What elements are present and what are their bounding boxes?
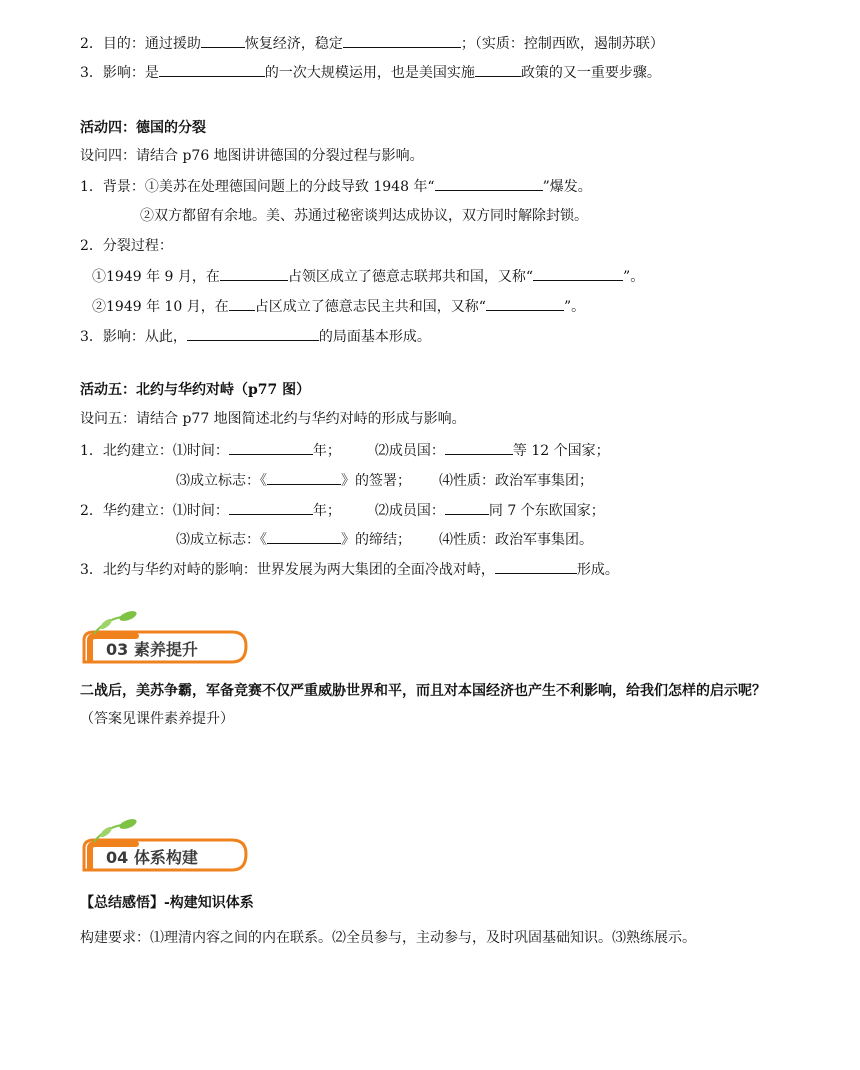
blank[interactable]: [187, 326, 319, 341]
text: 3．影响：是: [80, 65, 159, 81]
banner-label: 03 素养提升: [106, 640, 198, 659]
blank[interactable]: [435, 176, 543, 191]
nato-line-1: [80, 440, 610, 461]
activity4-background: [80, 176, 592, 197]
confrontation-impact: [80, 559, 619, 580]
text: 【总结感悟】: [80, 895, 164, 911]
text: ”。: [563, 299, 586, 315]
blank[interactable]: [201, 33, 245, 48]
text: 占领区成立了德意志联邦共和国，又称“: [287, 269, 534, 285]
text: 的局面基本形成。: [318, 329, 431, 345]
text: ②1949 年 10 月，在: [92, 299, 229, 315]
text: ⑶成立标志：《: [176, 473, 267, 489]
nato-line-2: [176, 470, 593, 491]
blank[interactable]: [229, 440, 313, 455]
text: 3．影响：从此，: [80, 329, 187, 345]
text: 年；: [312, 443, 341, 459]
text: 2．华约建立：⑴时间：: [80, 503, 229, 519]
literacy-question-bold: 二战后，美苏争霸，军备竞赛不仅严重威胁世界和平，而且对本国经济也产生不利影响，给我们怎样的启示呢？: [80, 683, 766, 699]
activity5-question: 设问五：请结合 p77 地图简述北约与华约对峙的形成与影响。: [80, 411, 466, 427]
activity4-question: 设问四：请结合 p76 地图讲讲德国的分裂过程与影响。: [80, 148, 424, 164]
blank[interactable]: [475, 62, 521, 77]
activity4-impact: [80, 326, 431, 347]
text: 形成。: [576, 562, 619, 578]
activity4-process-label: 2．分裂过程：: [80, 238, 173, 254]
purpose-line: [80, 33, 664, 54]
summary-requirement: 构建要求：⑴理清内容之间的内在联系。⑵全员参与，主动参与，及时巩固基础知识。⑶熟练展示。: [80, 930, 696, 946]
blank[interactable]: [229, 296, 255, 311]
activity4-title: 活动四：德国的分裂: [80, 120, 206, 136]
text: 的一次大规模运用，也是美国实施: [264, 65, 475, 81]
warsaw-line-2: [176, 529, 593, 550]
text: ⑵成员国：: [374, 443, 445, 459]
text: ⑶成立标志：《: [176, 532, 267, 548]
text: 政策的又一重要步骤。: [520, 65, 661, 81]
activity4-process-2: [92, 296, 585, 317]
blank[interactable]: [445, 500, 489, 515]
text: ⑵成员国：: [374, 503, 445, 519]
blank[interactable]: [445, 440, 513, 455]
blank[interactable]: [343, 33, 461, 48]
text: 》的签署；: [341, 473, 411, 489]
blank[interactable]: [495, 559, 577, 574]
warsaw-line-1: [80, 500, 605, 521]
blank[interactable]: [486, 296, 564, 311]
text: ”爆发。: [542, 179, 592, 195]
summary-title: [80, 893, 254, 913]
section-banner-03: [76, 610, 256, 666]
banner-label: 04 体系构建: [106, 848, 198, 867]
blank[interactable]: [229, 500, 313, 515]
section-banner-04: [76, 818, 256, 874]
text: ⑷性质：政治军事集团。: [439, 532, 593, 548]
text: ”。: [623, 269, 645, 285]
impact-line: [80, 62, 661, 83]
answer-note: （答案见课件素养提升）: [80, 711, 234, 727]
text: 等 12 个国家；: [512, 443, 610, 459]
literacy-question: [80, 677, 780, 733]
text: 年；: [312, 503, 341, 519]
text: ⑷性质：政治军事集团；: [439, 473, 593, 489]
text: 2．目的：通过援助: [80, 36, 201, 52]
text: -构建知识体系: [164, 895, 254, 911]
activity5-title: 活动五：北约与华约对峙（p77 图）: [80, 382, 311, 398]
activity4-process-1: [92, 266, 644, 287]
blank[interactable]: [533, 266, 623, 281]
blank[interactable]: [220, 266, 288, 281]
blank[interactable]: [267, 470, 341, 485]
text: 3．北约与华约对峙的影响：世界发展为两大集团的全面冷战对峙，: [80, 562, 495, 578]
blank[interactable]: [159, 62, 265, 77]
activity4-background-2: ②双方都留有余地。美、苏通过秘密谈判达成协议，双方同时解除封锁。: [140, 208, 588, 224]
text: ；（实质：控制西欧，遏制苏联）: [460, 36, 664, 52]
text: 1．北约建立：⑴时间：: [80, 443, 229, 459]
text: 》的缔结；: [341, 532, 411, 548]
text: ①1949 年 9 月，在: [92, 269, 220, 285]
text: 占区成立了德意志民主共和国，又称“: [254, 299, 486, 315]
text: 同 7 个东欧国家；: [488, 503, 605, 519]
text: 1．背景：①美苏在处理德国问题上的分歧导致 1948 年“: [80, 179, 435, 195]
blank[interactable]: [267, 529, 341, 544]
text: 恢复经济，稳定: [244, 36, 343, 52]
